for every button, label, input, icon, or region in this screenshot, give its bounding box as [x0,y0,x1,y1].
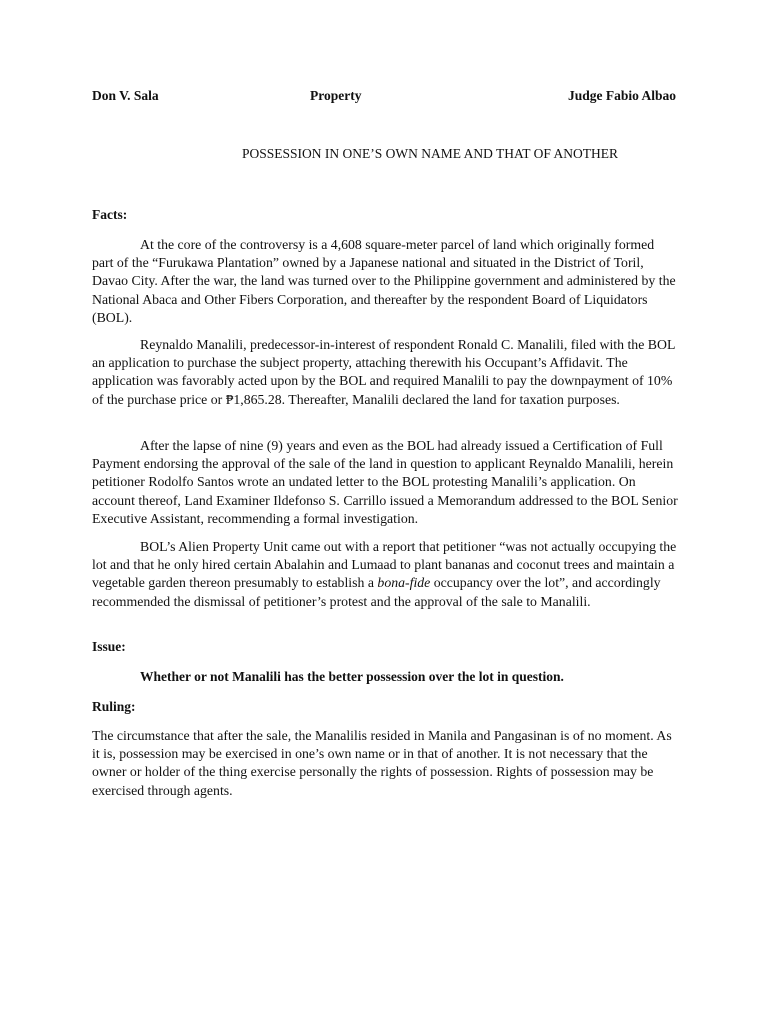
ruling-paragraph [92,727,678,800]
ruling-heading: Ruling: [92,699,136,714]
facts-paragraph-2 [92,336,678,409]
facts-paragraph-3-text: After the lapse of nine (9) years and even as the BOL had already issued a Certification of Full Payment endorsing the approval of the sale of the land in question to applicant Reynaldo Manalili, herein petitioner Rodolfo Santos wrote an undated letter to the BOL protesting Manalili’s application. On account thereof, Land Examiner Ildefonso S. Carrillo issued a Memorandum addressed to the BOL Senior Executive Assistant, recommending a formal investigation. [92,438,678,526]
facts-paragraph-3 [92,437,678,528]
facts-paragraph-2-text: Reynaldo Manalili, predecessor-in-interest of respondent Ronald C. Manalili, filed with the BOL an application to purchase the subject property, attaching therewith his Occupant’s Affidavit. The application was favorably acted upon by the BOL and required Manalili to pay the downpayment of 10% of the purchase price or ₱1,865.28. Thereafter, Manalili declared the land for taxation purposes. [92,337,675,407]
issue-heading: Issue: [92,639,126,654]
document-title: POSSESSION IN ONE’S OWN NAME AND THAT OF ANOTHER [241,146,619,161]
subject-name: Property [310,88,362,103]
facts-paragraph-4-end: occupancy over the lot”, and accordingly recommended the dismissal of petitioner’s protest and the approval of the sale to Manalili. [92,575,661,609]
facts-paragraph-4-text [92,538,678,611]
facts-paragraph-4-italic: bona-fide [377,575,431,591]
facts-paragraph-4 [92,538,678,611]
facts-paragraph-1 [92,236,678,327]
facts-paragraph-4-start: BOL’s Alien Property Unit came out with a report that petitioner “was not actually occupying the lot and that he only hired certain Abalahin and Lumaad to plant bananas and coconut trees and maintain a vegetable garden thereon presumably to establish a [92,539,677,591]
facts-paragraph-1-text: At the core of the controversy is a 4,608 square-meter parcel of land which originally formed part of the “Furukawa Plantation” owned by a Japanese national and situated in the District of Toril, Davao City. After the war, the land was turned over to the Philippine government and administered by the National Abaca and Other Fibers Corporation, and thereafter by the respondent Board of Liquidators (BOL). [92,237,676,325]
author-name: Don V. Sala [92,88,159,103]
document-header [92,88,676,106]
issue-text: Whether or not Manalili has the better possession over the lot in question. [140,669,564,684]
ruling-text: The circumstance that after the sale, the Manalilis resided in Manila and Pangasinan is of no moment. As it is, possession may be exercised in one’s own name or in that of another. It is not necessary that the owner or holder of the thing exercise personally the rights of possession. Rights of possession may be exercised through agents. [92,728,672,798]
facts-heading: Facts: [92,207,128,222]
instructor-name: Judge Fabio Albao [567,88,676,103]
